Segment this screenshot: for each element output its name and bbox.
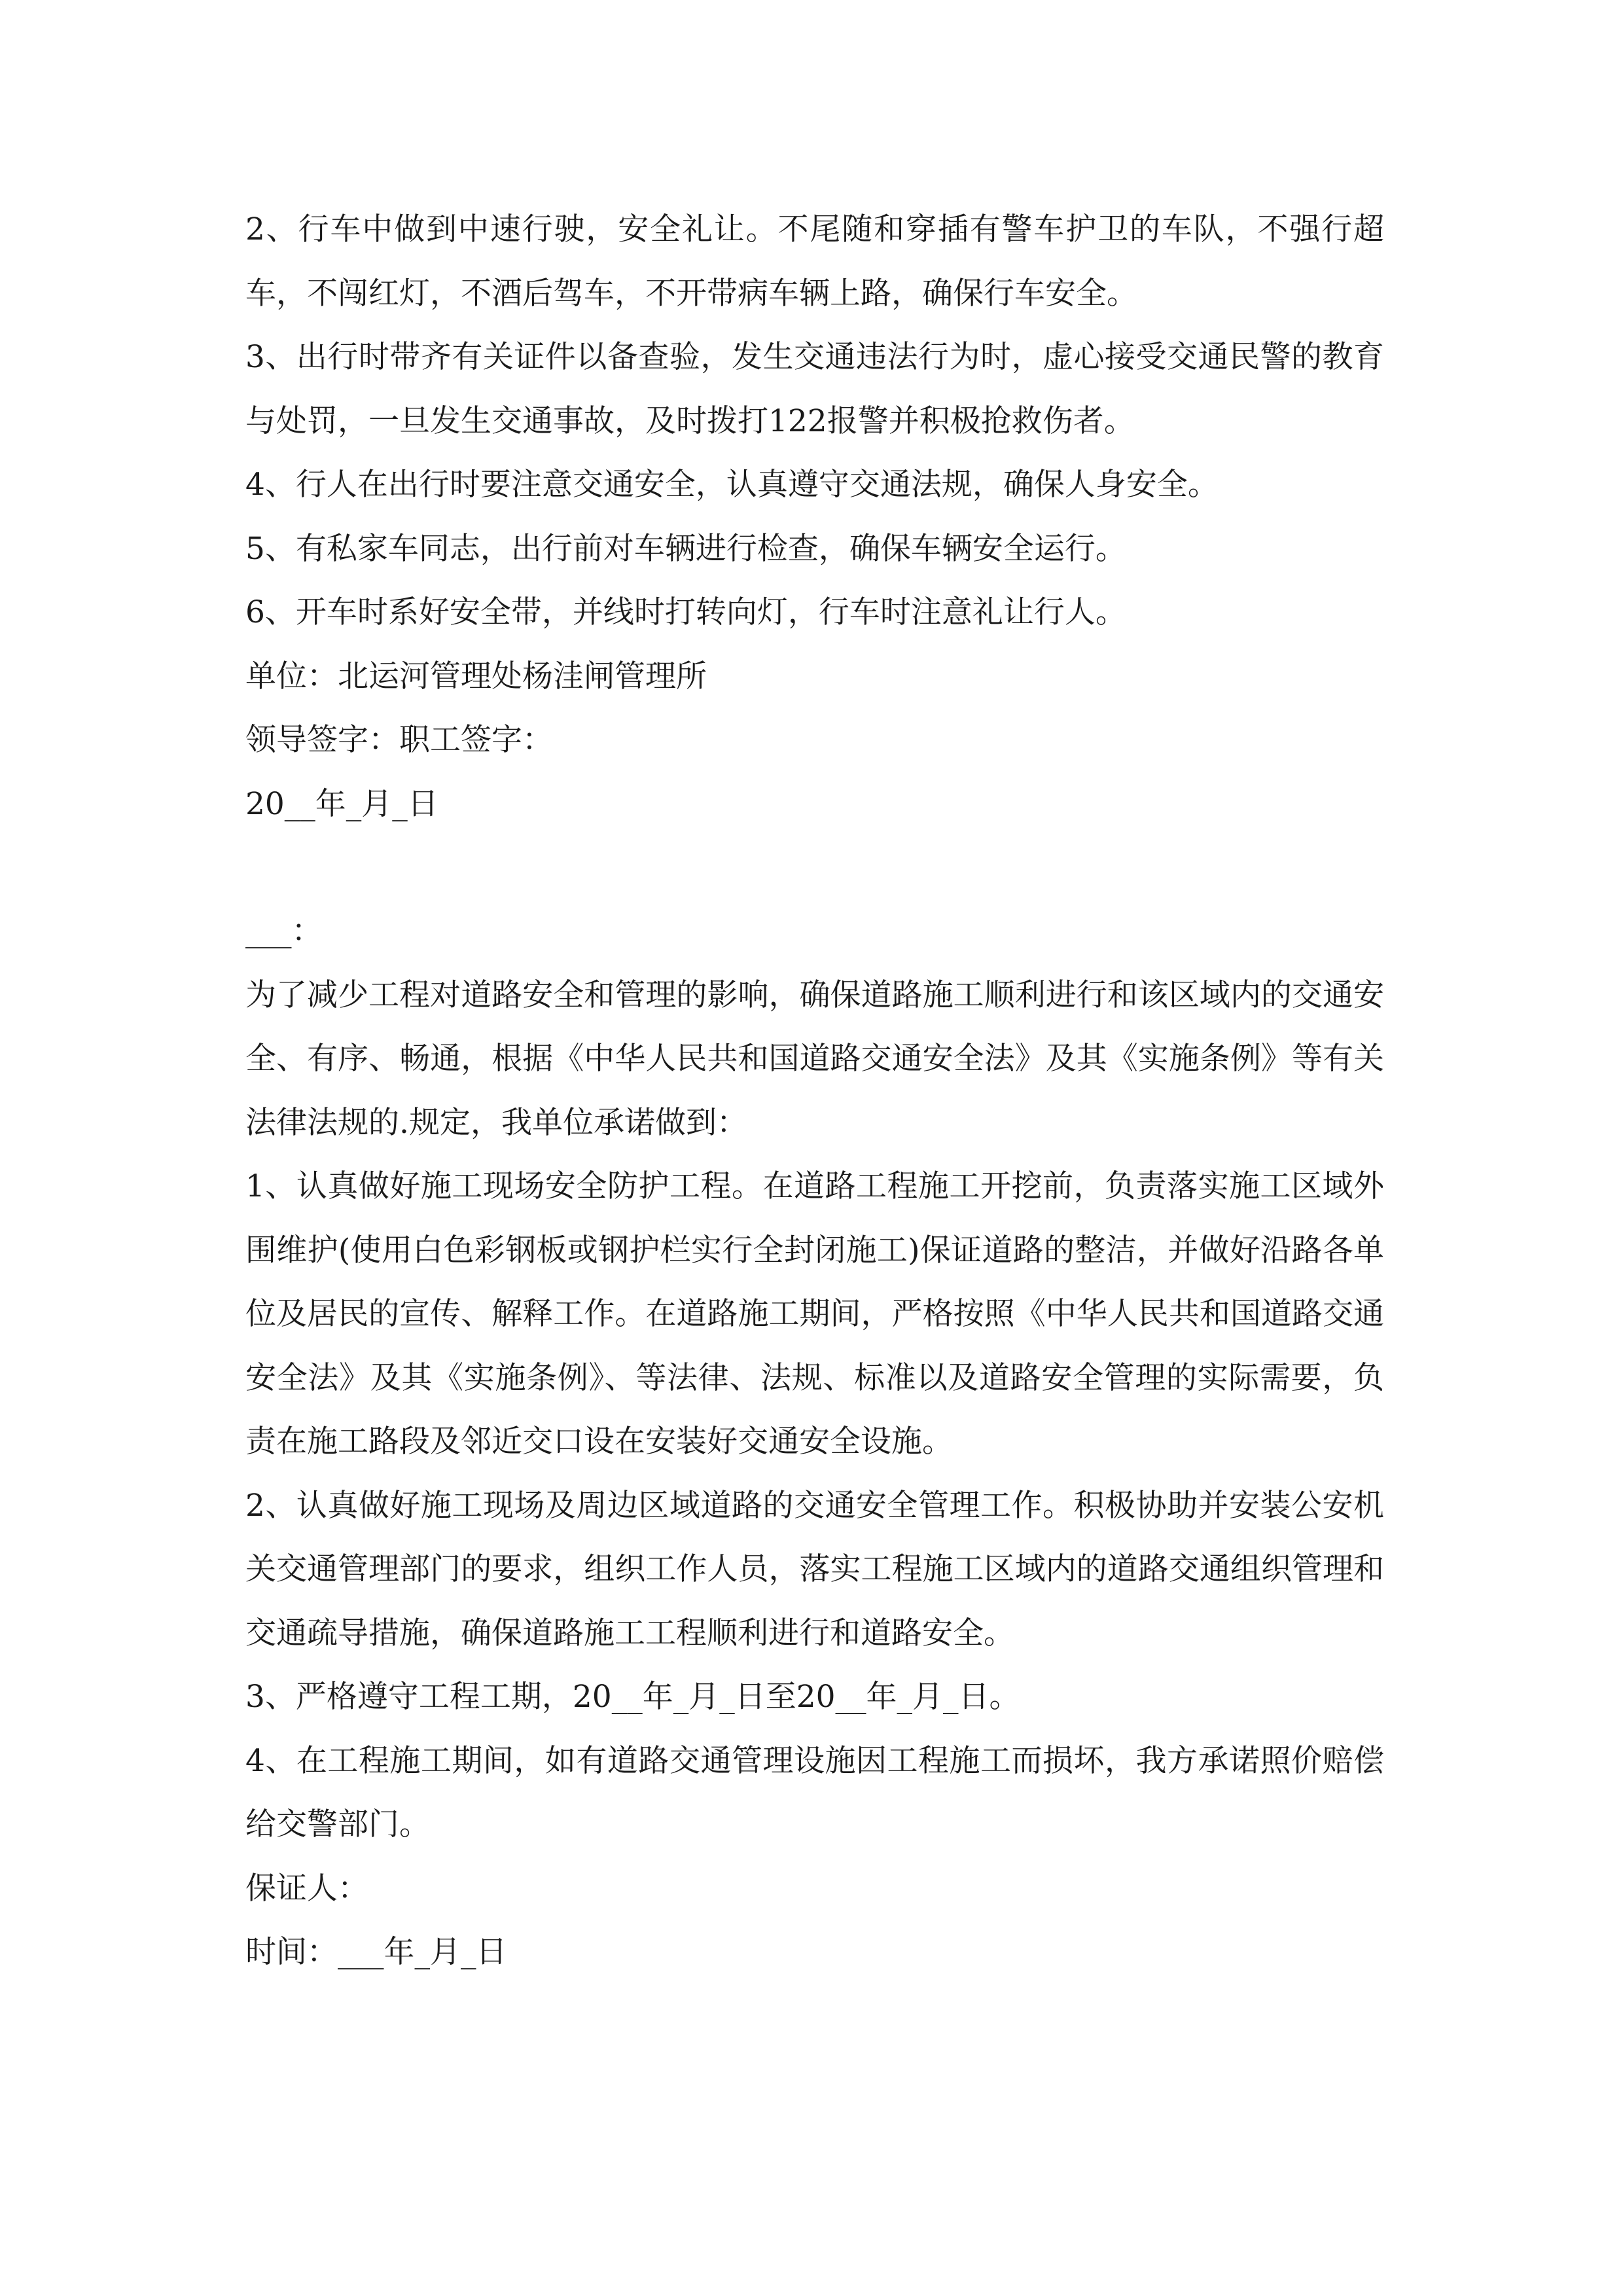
section-gap	[245, 836, 1384, 899]
traffic-safety-pledge-section	[245, 198, 1384, 836]
pledge-item-4: 4、行人在出行时要注意交通安全，认真遵守交通法规，确保人身安全。	[245, 467, 1219, 503]
signature-line: 领导签字：职工签字：	[245, 722, 553, 758]
pledge-item-6: 6、开车时系好安全带，并线时打转向灯，行车时注意礼让行人。	[245, 594, 1126, 630]
unit-line: 单位：北运河管理处杨洼闸管理所	[245, 658, 707, 694]
guarantor-line: 保证人：	[245, 1870, 368, 1907]
pledge-item-5: 5、有私家车同志，出行前对车辆进行检查，确保车辆安全运行。	[245, 530, 1126, 567]
commitment-item-4: 4、在工程施工期间，如有道路交通管理设施因工程施工而损坏，我方承诺照价赔偿给交警部门。	[245, 1742, 1384, 1842]
pledge-item-3: 3、出行时带齐有关证件以备查验，发生交通违法行为时，虚心接受交通民警的教育与处罚，一旦发生交通事故，及时拨打122报警并积极抢救伤者。	[245, 339, 1384, 439]
pledge-item-2: 2、行车中做到中速行驶，安全礼让。不尾随和穿插有警车护卫的车队，不强行超车，不闯红灯，不酒后驾车，不开带病车辆上路，确保行车安全。	[245, 211, 1384, 312]
date-line: 20__年_月_日	[245, 785, 438, 822]
commitment-item-1: 1、认真做好施工现场安全防护工程。在道路工程施工开挖前，负责落实施工区域外围维护(使用白色彩钢板或钢护栏实行全封闭施工)保证道路的整洁，并做好沿路各单位及居民的宣传、解释工作。在道路施工期间，严格按照《中华人民共和国道路交通安全法》及其《实施条例》、等法律、法规、标准以及道路安全管理的实际需要，负责在施工路段及邻近交口设在安装好交通安全设施。	[245, 1168, 1384, 1460]
commitment-item-2: 2、认真做好施工现场及周边区域道路的交通安全管理工作。积极协助并安装公安机关交通管理部门的要求，组织工作人员，落实工程施工区域内的道路交通组织管理和交通疏导措施，确保道路施工工程顺利进行和道路安全。	[245, 1487, 1384, 1651]
construction-pledge-section	[245, 899, 1384, 1984]
time-line: 时间：___年_月_日	[245, 1934, 507, 1970]
addressee-line: ___：	[245, 913, 323, 949]
document-page	[245, 198, 1384, 1984]
commitment-item-3: 3、严格遵守工程工期，20__年_月_日至20__年_月_日。	[245, 1679, 1020, 1715]
intro-paragraph: 为了减少工程对道路安全和管理的影响，确保道路施工顺利进行和该区域内的交通安全、有序、畅通，根据《中华人民共和国道路交通安全法》及其《实施条例》等有关法律法规的.规定，我单位承诺做到：	[245, 977, 1384, 1141]
